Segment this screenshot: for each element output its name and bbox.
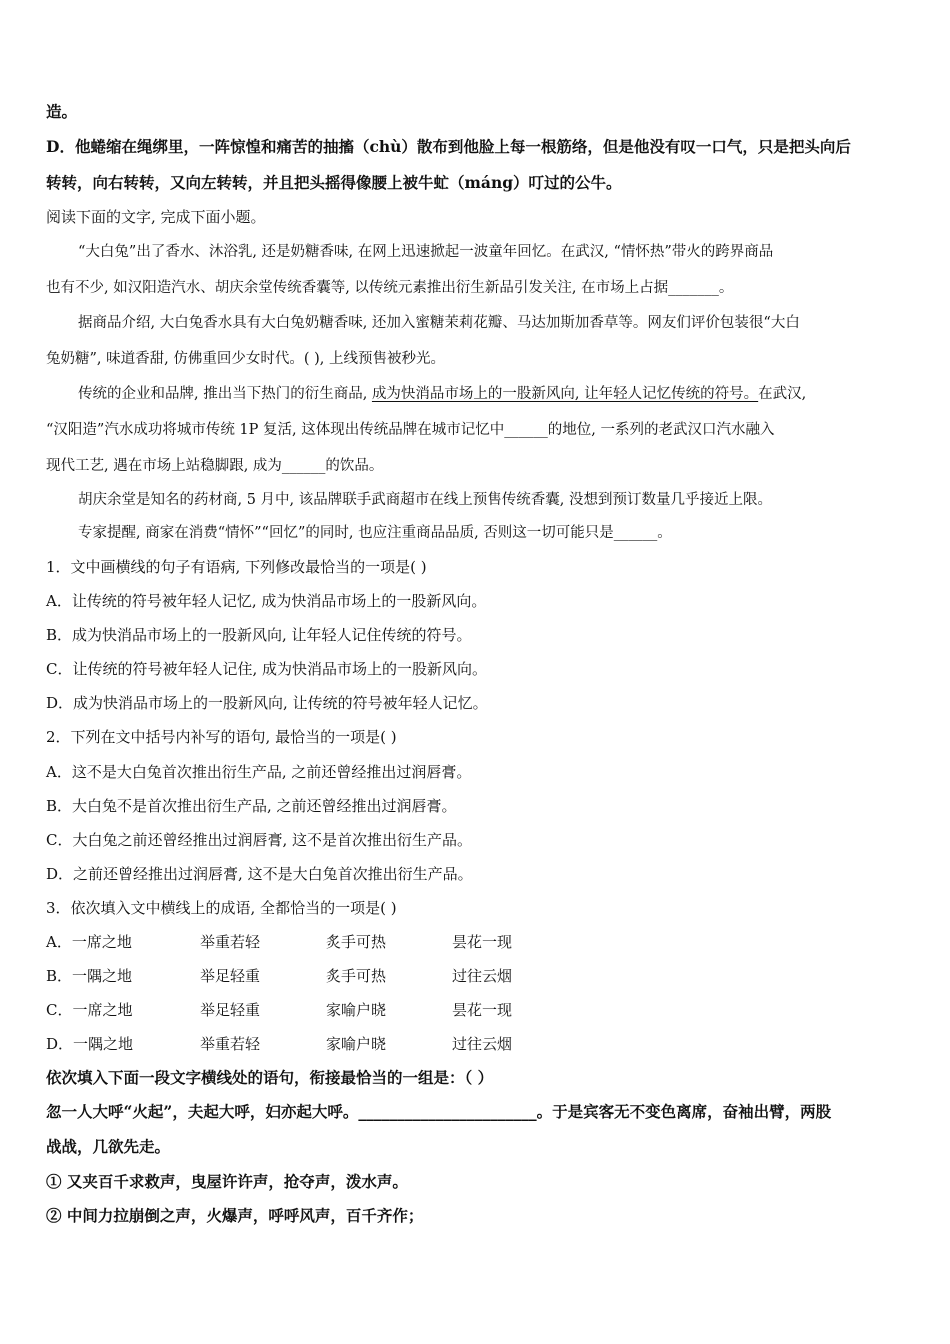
q3-b-col-4: 过往云烟	[452, 967, 513, 985]
q3-stem: 3．依次填入文中横线上的成语, 全都恰当的一项是( )	[46, 899, 397, 917]
q3-a-col-4: 昙花一现	[452, 933, 513, 951]
q3-c-col-3: 家喻户晓	[326, 1001, 387, 1019]
q3-b-col-3: 炙手可热	[326, 967, 387, 985]
reading-instruction: 阅读下面的文字, 完成下面小题。	[46, 208, 266, 226]
q2-option-b: B．大白兔不是首次推出衍生产品, 之前还曾经推出过润唇膏。	[46, 797, 457, 815]
option-d-line-1: D．他蜷缩在绳绑里，一阵惊惶和痛苦的抽搐（chù）散布到他脸上每一根筋络，但是他没有叹一口气，只是把头向后	[46, 137, 851, 156]
q1-option-d: D．成为快消品市场上的一股新风向, 让传统的符号被年轻人记忆。	[46, 694, 488, 712]
passage-p3-line-2: “汉阳造”汽水成功将城市传统 1P 复活, 这体现出传统品牌在城市记忆中______的地位, 一系列的老武汉口汽水融入	[46, 422, 775, 438]
q3-a-col-3: 炙手可热	[326, 933, 387, 951]
q3-a-col-2: 举重若轻	[200, 933, 261, 951]
q1-option-a: A．让传统的符号被年轻人记忆, 成为快消品市场上的一股新风向。	[46, 592, 487, 610]
q1-option-c: C．让传统的符号被年轻人记住, 成为快消品市场上的一股新风向。	[46, 660, 488, 678]
q3-c-col-1: C．一席之地	[46, 1001, 133, 1019]
q1-option-b: B．成为快消品市场上的一股新风向, 让年轻人记住传统的符号。	[46, 626, 472, 644]
option-d-line-2: 转转，向右转转，又向左转转，并且把头摇得像腰上被牛虻（máng）叮过的公牛。	[46, 173, 622, 192]
passage-p1-line-1: “大白兔”出了香水、沐浴乳, 还是奶糖香味, 在网上迅速掀起一波童年回忆。在武汉, “情怀热”带火的跨界商品	[78, 244, 774, 260]
passage-p2-line-2: 兔奶糖”, 味道香甜, 仿佛重回少女时代。( ), 上线预售被秒光。	[46, 351, 445, 367]
q3-c-col-2: 举足轻重	[200, 1001, 261, 1019]
passage-p4: 胡庆余堂是知名的药材商, 5 月中, 该品牌联手武商超市在线上预售传统香囊, 没想到预订数量几乎接近上限。	[78, 492, 772, 508]
q3-b-col-1: B．一隅之地	[46, 967, 133, 985]
q3-d-col-4: 过往云烟	[452, 1035, 513, 1053]
passage-p1-line-2: 也有不少, 如汉阳造汽水、胡庆余堂传统香囊等, 以传统元素推出衍生新品引发关注, 在市场上占据_______。	[46, 280, 734, 296]
passage-p5: 专家提醒, 商家在消费“情怀”“回忆”的同时, 也应注重商品品质, 否则这一切可能只是______。	[78, 525, 672, 541]
q3-d-col-3: 家喻户晓	[326, 1035, 387, 1053]
q2-option-c: C．大白兔之前还曾经推出过润唇膏, 这不是首次推出衍生产品。	[46, 831, 473, 849]
q4-text-line-2: 战战，几欲先走。	[46, 1137, 171, 1156]
q3-c-col-4: 昙花一现	[452, 1001, 513, 1019]
q4-option-1: ① 又夹百千求救声，曳屋许许声，抢夺声，泼水声。	[46, 1172, 408, 1191]
q2-option-a: A．这不是大白兔首次推出衍生产品, 之前还曾经推出过润唇膏。	[46, 763, 472, 781]
q4-stem: 依次填入下面一段文字横线处的语句，衔接最恰当的一组是：（ ）	[46, 1068, 494, 1087]
q4-option-2: ② 中间力拉崩倒之声，火爆声，呼呼风声，百千齐作；	[46, 1206, 424, 1225]
underlined-sentence: 成为快消品市场上的一股新风向, 让年轻人记忆传统的符号。	[371, 386, 759, 402]
q3-d-col-2: 举重若轻	[200, 1035, 261, 1053]
passage-p3-line-1: 传统的企业和品牌, 推出当下热门的衍生商品, 成为快消品市场上的一股新风向, 让年轻人记忆传统的符号。在武汉,	[78, 386, 807, 402]
q1-stem: 1．文中画横线的句子有语病, 下列修改最恰当的一项是( )	[46, 558, 427, 576]
q2-stem: 2．下列在文中括号内补写的语句, 最恰当的一项是( )	[46, 728, 397, 746]
q2-option-d: D．之前还曾经推出过润唇膏, 这不是大白兔首次推出衍生产品。	[46, 865, 473, 883]
passage-p2-line-1: 据商品介绍, 大白兔香水具有大白兔奶糖香味, 还加入蜜糖茉莉花瓣、马达加斯加香草等。网友们评价包装很“大白	[78, 315, 800, 331]
q4-text-line-1: 忽一人大呼“火起”，夫起大呼，妇亦起大呼。_______________________。于是宾客无不变色离席，奋袖出臂，两股	[46, 1102, 832, 1121]
q3-b-col-2: 举足轻重	[200, 967, 261, 985]
q3-d-col-1: D．一隅之地	[46, 1035, 134, 1053]
q3-a-col-1: A．一席之地	[46, 933, 132, 951]
previous-question-tail: 造。	[46, 102, 78, 121]
passage-p3-line-3: 现代工艺, 遇在市场上站稳脚跟, 成为______的饮品。	[46, 458, 384, 474]
